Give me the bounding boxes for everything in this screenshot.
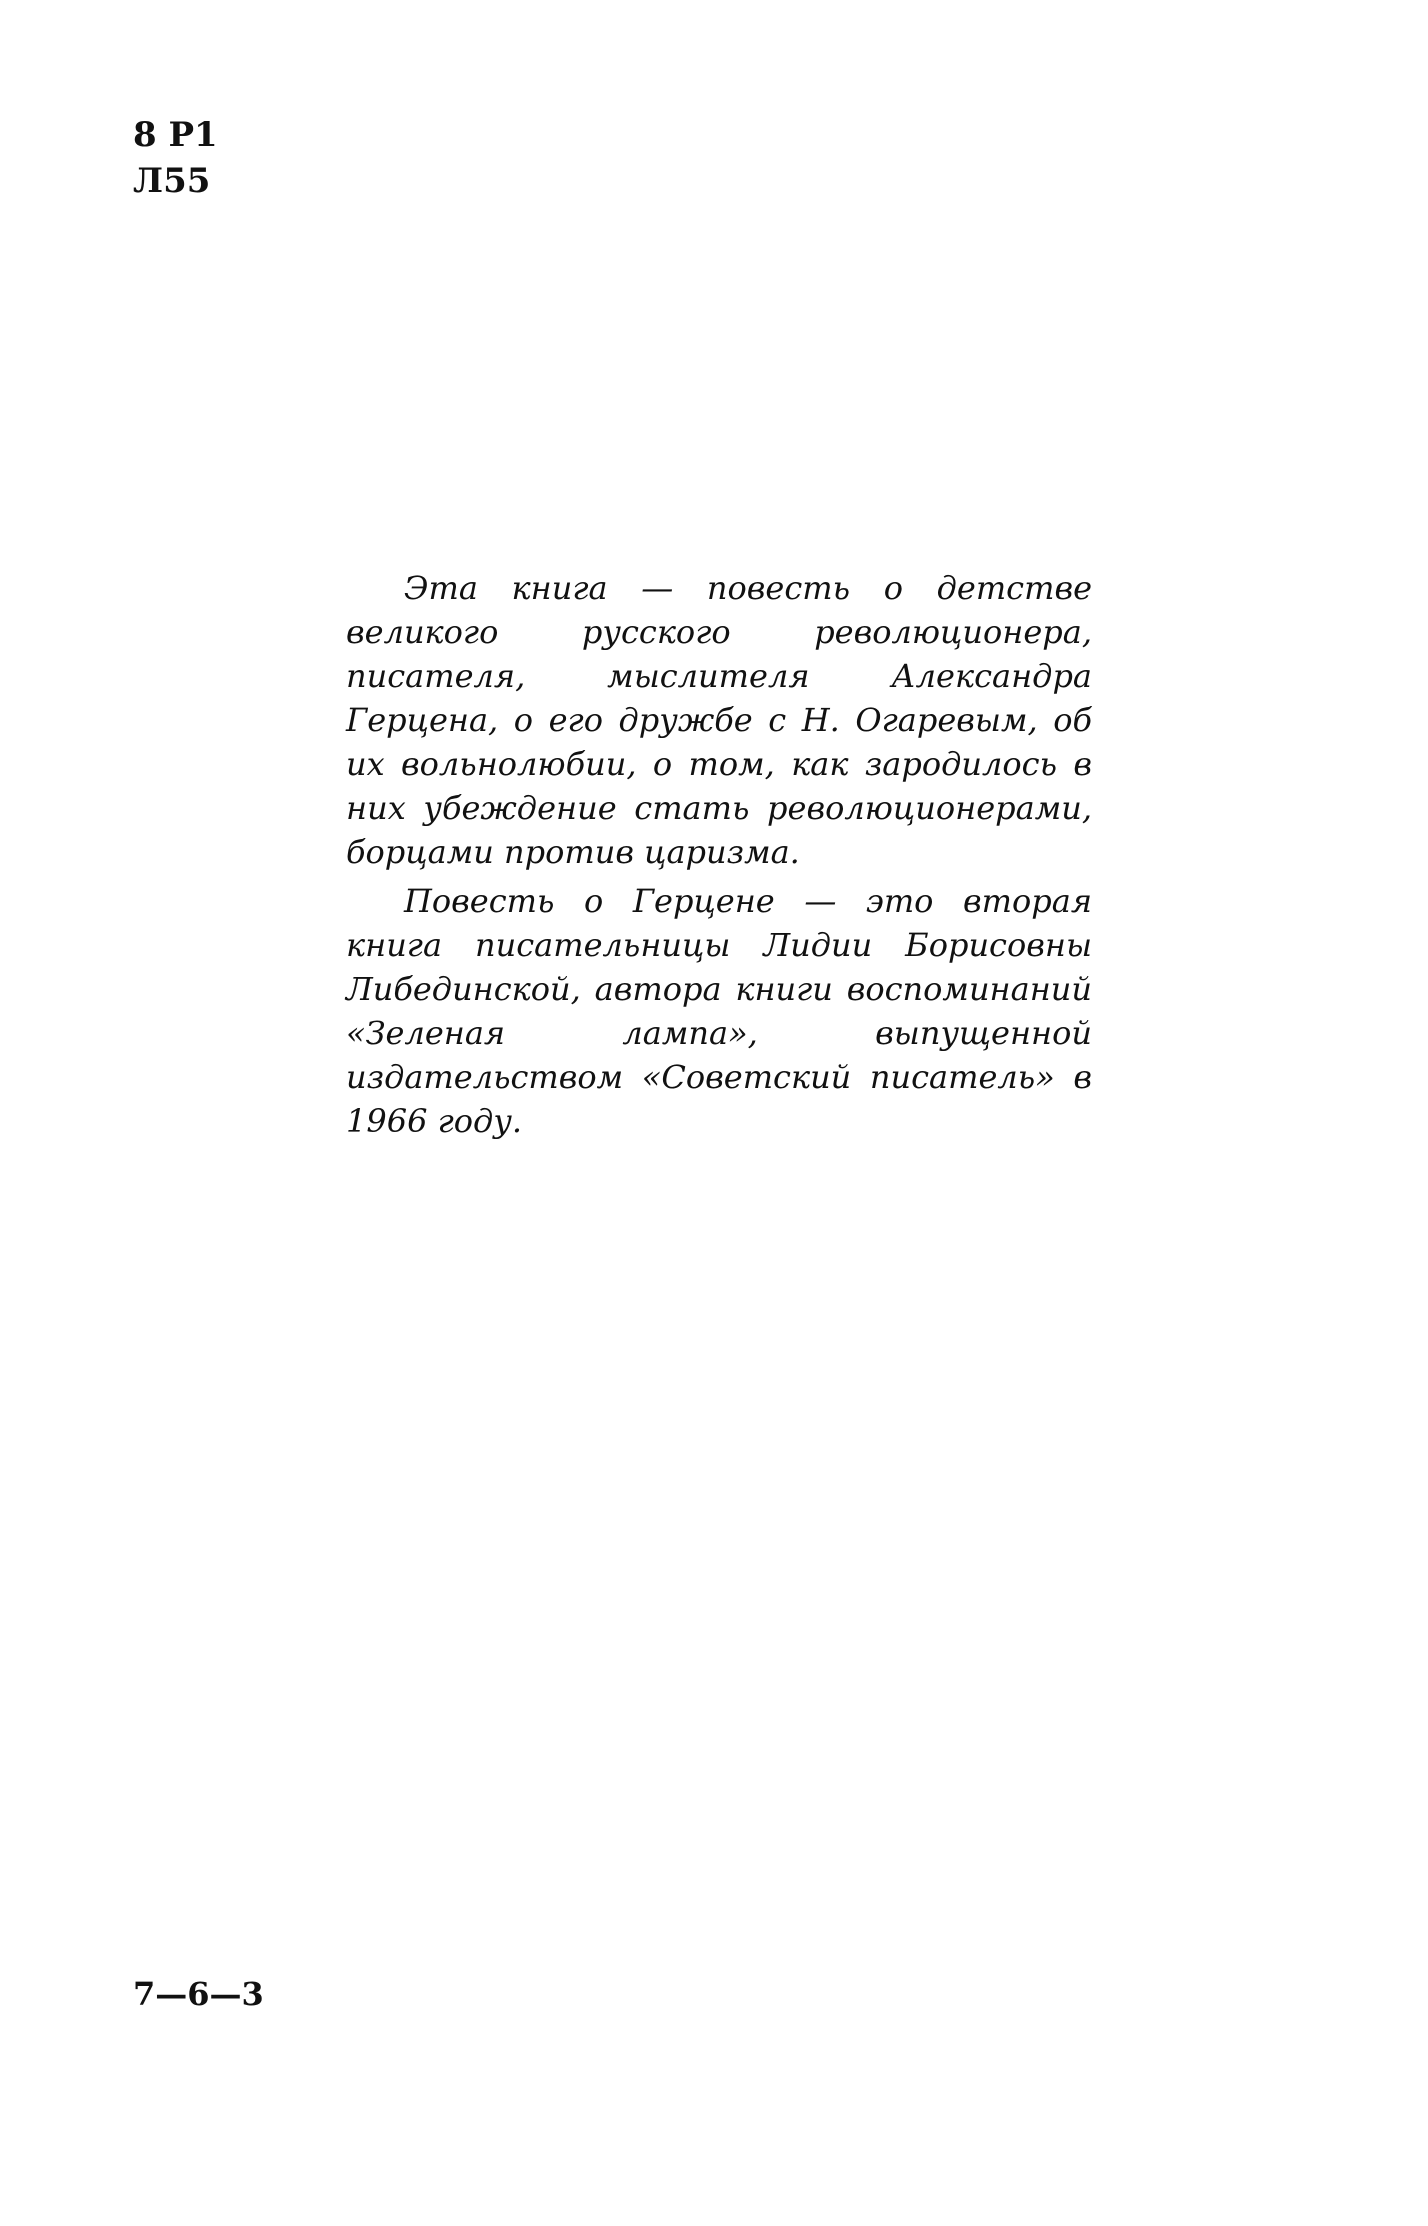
annotation-paragraph-2: Повесть о Герцене — это вторая книга писательницы Лидии Борисовны Либединской, автора книги воспоминаний «Зеленая лампа», выпущенной издательством «Советский писатель» в 1966 году. [346,882,1092,1140]
annotation-paragraph-1: Эта книга — повесть о детстве великого русского революционера, писателя, мыслителя Александра Герцена, о его дружбе с Н. Огаревым, об их вольнолюбии, о том, как зародилось в них убеждение стать революционерами, борцами против царизма. [346,569,1092,871]
library-classification [133,112,218,204]
book-annotation [346,566,1092,1143]
author-mark: Л55 [133,161,211,201]
publication-code: 7—6—3 [133,1975,264,2013]
bbk-index: 8 Р1 [133,115,218,155]
